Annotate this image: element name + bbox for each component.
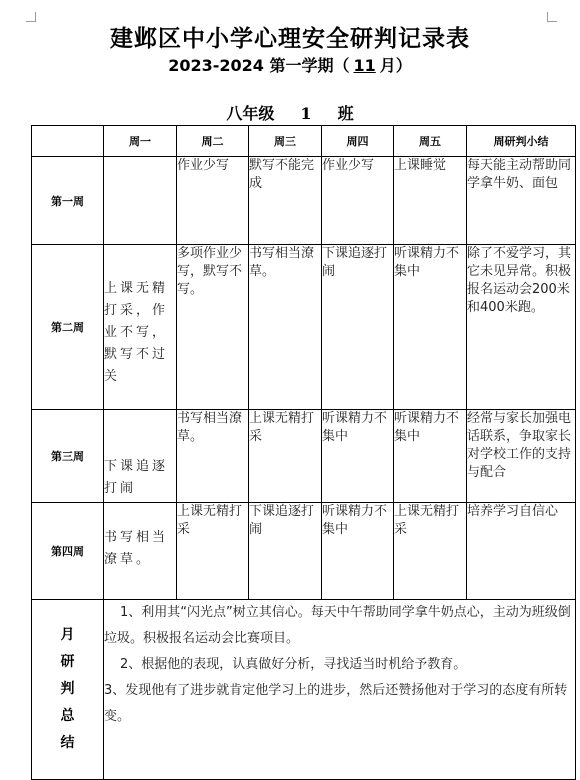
summary-row	[32, 600, 576, 780]
cell-weekly-summary: 经常与家长加强电话联系，争取家长对学校工作的支持与配合	[467, 410, 576, 503]
cell-thursday: 听课精力不集中	[322, 503, 394, 600]
cell-thursday: 作业少写	[322, 157, 394, 245]
semester-suffix: 月）	[379, 56, 412, 75]
cell-thursday: 下课追逐打闹	[322, 245, 394, 410]
table-row	[32, 157, 576, 245]
header-friday: 周五	[394, 126, 467, 157]
monthly-summary-content	[104, 600, 576, 780]
cell-tuesday: 上课无精打采	[177, 503, 249, 600]
week-label: 第三周	[32, 410, 104, 503]
header-monday: 周一	[104, 126, 177, 157]
week-label: 第二周	[32, 245, 104, 410]
summary-paragraph-3: 3、发现他有了进步就肯定他学习上的进步，然后还赞扬他对于学习的态度有所转变。	[104, 683, 568, 724]
document-title: 建邺区中小学心理安全研判记录表	[110, 25, 470, 52]
header-tuesday: 周二	[177, 126, 249, 157]
summary-label-char: 总	[60, 708, 75, 724]
summary-label-char: 结	[60, 735, 75, 751]
semester-line	[0, 53, 580, 76]
cell-tuesday: 多项作业少写，默写不写。	[177, 245, 249, 410]
cell-monday	[104, 157, 177, 245]
cell-wednesday: 书写相当潦草。	[249, 245, 322, 410]
week-label: 第四周	[32, 503, 104, 600]
cell-monday: 下课追逐打闹	[104, 410, 177, 503]
class-word: 班	[337, 104, 354, 123]
cell-monday: 书写相当潦草。	[104, 503, 177, 600]
cell-wednesday: 下课追逐打闹	[249, 503, 322, 600]
header-thursday: 周四	[322, 126, 394, 157]
monthly-summary-label	[32, 600, 104, 780]
cell-thursday: 听课精力不集中	[322, 410, 394, 503]
month-value: 11	[353, 56, 376, 75]
header-row	[32, 126, 576, 157]
cell-tuesday: 作业少写	[177, 157, 249, 245]
week-label: 第一周	[32, 157, 104, 245]
record-table	[31, 125, 576, 780]
cell-wednesday: 默写不能完成	[249, 157, 322, 245]
cell-friday: 听课精力不集中	[394, 410, 467, 503]
summary-paragraph-2: 2、根据他的表现，认真做好分析，寻找适当时机给予教育。	[120, 657, 467, 672]
table-row	[32, 410, 576, 503]
class-number: 1	[300, 104, 312, 123]
table-row	[32, 503, 576, 600]
table-row	[32, 245, 576, 410]
summary-label-char: 判	[60, 681, 75, 697]
header-corner-cell	[32, 126, 104, 157]
cell-weekly-summary: 培养学习自信心	[467, 503, 576, 600]
header-weekly-summary: 周研判小结	[467, 126, 576, 157]
header-wednesday: 周三	[249, 126, 322, 157]
grade-label: 八年级	[226, 104, 275, 123]
cell-wednesday: 上课无精打采	[249, 410, 322, 503]
cell-friday: 听课精力不集中	[394, 245, 467, 410]
cell-weekly-summary: 除了不爱学习，其它未见异常。积极报名运动会200米和400米跑。	[467, 245, 576, 410]
cell-friday: 上课睡觉	[394, 157, 467, 245]
semester-prefix: 2023-2024 第一学期（	[168, 56, 350, 75]
summary-label-char: 研	[60, 654, 75, 670]
cell-monday: 上课无精打采，作业不写，默写不过关	[104, 245, 177, 410]
summary-paragraph-1: 1、利用其“闪光点”树立其信心。每天中午帮助同学拿牛奶点心，主动为班级倒垃圾。积极报名运动会比赛项目。	[104, 605, 571, 646]
cell-friday: 上课无精打采	[394, 503, 467, 600]
cell-tuesday: 书写相当潦草。	[177, 410, 249, 503]
class-heading	[0, 101, 580, 124]
cell-weekly-summary: 每天能主动帮助同学拿牛奶、面包	[467, 157, 576, 245]
summary-label-char: 月	[60, 627, 75, 643]
